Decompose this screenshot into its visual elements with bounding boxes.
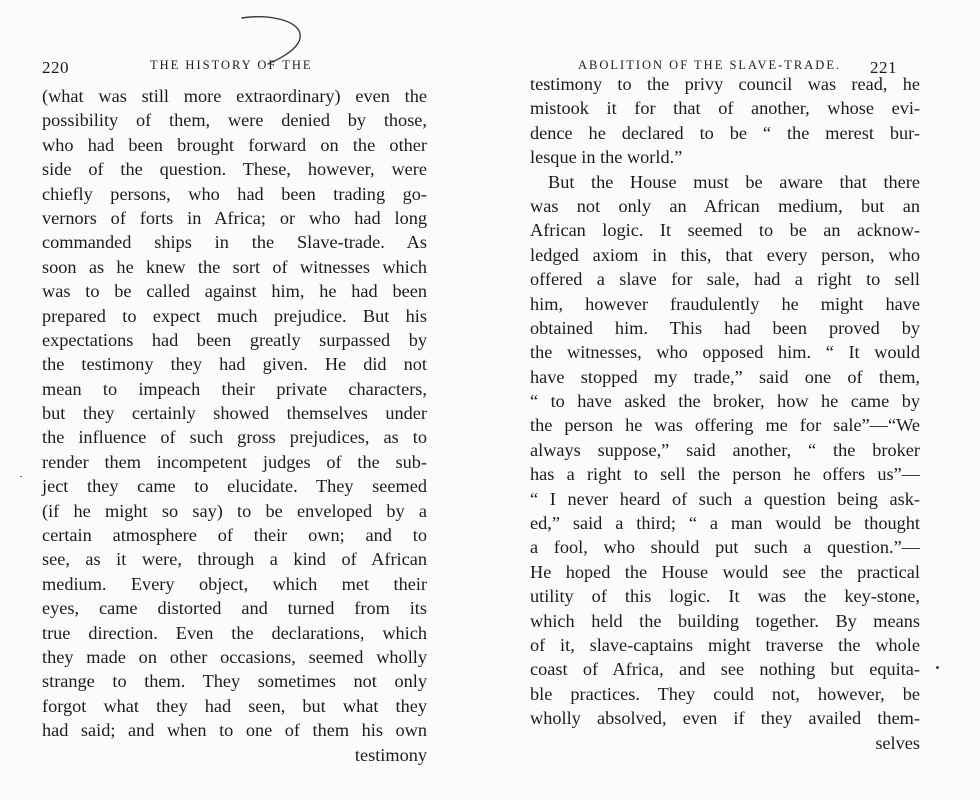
text-line: have stopped my trade,” said one of them, xyxy=(530,366,920,387)
text-line: vernors of forts in Africa; or who had long xyxy=(42,207,427,228)
text-line: (if he might so say) to be enveloped by a xyxy=(42,500,427,521)
text-line: true direction. Even the declarations, which xyxy=(42,622,427,643)
text-line: a fool, who should put such a question.”— xyxy=(530,537,920,558)
text-line: ject they came to elucidate. They seemed xyxy=(42,476,427,497)
page-text xyxy=(530,72,920,755)
text-line: chiefly persons, who had been trading go- xyxy=(42,183,427,204)
text-line: of it, slave-captains might traverse the whole xyxy=(530,634,920,655)
text-line: obtained him. This had been proved by xyxy=(530,317,920,338)
text-line: wholly absolved, even if they availed them- xyxy=(530,708,920,729)
running-head: THE HISTORY OF THE xyxy=(150,58,313,72)
text-line: (what was still more extraordinary) even the xyxy=(42,86,427,106)
right-page xyxy=(500,0,980,800)
text-line: was to be called against him, he had been xyxy=(42,281,427,302)
text-line: strange to them. They sometimes not only xyxy=(42,671,427,692)
text-line: eyes, came distorted and turned from its xyxy=(42,598,427,619)
catchword: selves xyxy=(875,732,920,753)
text-line: soon as he knew the sort of witnesses which xyxy=(42,256,427,277)
running-head: ABOLITION OF THE SLAVE-TRADE. xyxy=(578,58,842,72)
text-line: ble practices. They could not, however, be xyxy=(530,683,920,704)
text-line: mistook it for that of another, whose evi- xyxy=(530,98,920,119)
catchword: testimony xyxy=(354,744,427,765)
text-line: side of the question. These, however, were xyxy=(42,159,427,180)
text-line: coast of Africa, and see nothing but equita- xyxy=(530,659,920,680)
text-line: forgot what they had seen, but what they xyxy=(42,695,427,716)
text-line: utility of this logic. It was the key-stone, xyxy=(530,586,920,607)
text-line: mean to impeach their private characters, xyxy=(42,378,427,399)
text-line: ed,” said a third; “ a man would be thought xyxy=(530,513,920,534)
text-line: see, as it were, through a kind of African xyxy=(42,549,427,570)
text-line: render them incompetent judges of the sub- xyxy=(42,451,427,472)
ink-speck xyxy=(20,476,22,477)
page-number: 220 xyxy=(42,58,69,77)
text-line: which held the building together. By means xyxy=(530,610,920,631)
text-line: offered a slave for sale, had a right to sell xyxy=(530,269,920,290)
text-line: the influence of such gross prejudices, as to xyxy=(42,427,427,448)
text-line: He hoped the House would see the practical xyxy=(530,561,920,582)
text-line: medium. Every object, which met their xyxy=(42,573,427,594)
ink-speck xyxy=(936,666,939,669)
page-text xyxy=(42,84,427,767)
text-line: commanded ships in the Slave-trade. As xyxy=(42,232,427,253)
text-line: “ I never heard of such a question being ask- xyxy=(530,488,920,509)
text-line: has a right to sell the person he offers us”— xyxy=(530,464,920,485)
text-line: African logic. It seemed to be an acknow- xyxy=(530,220,920,241)
text-line: they made on other occasions, seemed wholly xyxy=(42,646,427,667)
text-line: who had been brought forward on the other xyxy=(42,134,427,155)
text-line: expectations had been greatly surpassed by xyxy=(42,329,427,350)
text-line: prepared to expect much prejudice. But his xyxy=(42,305,427,326)
text-line: certain atmosphere of their own; and to xyxy=(42,525,427,546)
text-line: was not only an African medium, but an xyxy=(530,195,920,216)
text-line: but they certainly showed themselves under xyxy=(42,403,427,424)
text-line: “ to have asked the broker, how he came by xyxy=(530,391,920,412)
text-line: But the House must be aware that there xyxy=(548,171,920,192)
page-number: 221 xyxy=(870,58,897,77)
text-line: lesque in the world.” xyxy=(530,147,683,168)
left-page xyxy=(0,0,480,800)
text-line: always suppose,” said another, “ the broker xyxy=(530,439,920,460)
text-line: the witnesses, who opposed him. “ It would xyxy=(530,342,920,363)
text-line: possibility of them, were denied by those, xyxy=(42,110,427,131)
text-line: him, however fraudulently he might have xyxy=(530,293,920,314)
text-line: dence he declared to be “ the merest bur- xyxy=(530,122,920,143)
text-line: testimony to the privy council was read, he xyxy=(530,74,920,94)
text-line: had said; and when to one of them his own xyxy=(42,720,427,741)
text-line: the person he was offering me for sale”—“We xyxy=(530,415,920,436)
text-line: the testimony they had given. He did not xyxy=(42,354,427,375)
text-line: ledged axiom in this, that every person, who xyxy=(530,244,920,265)
